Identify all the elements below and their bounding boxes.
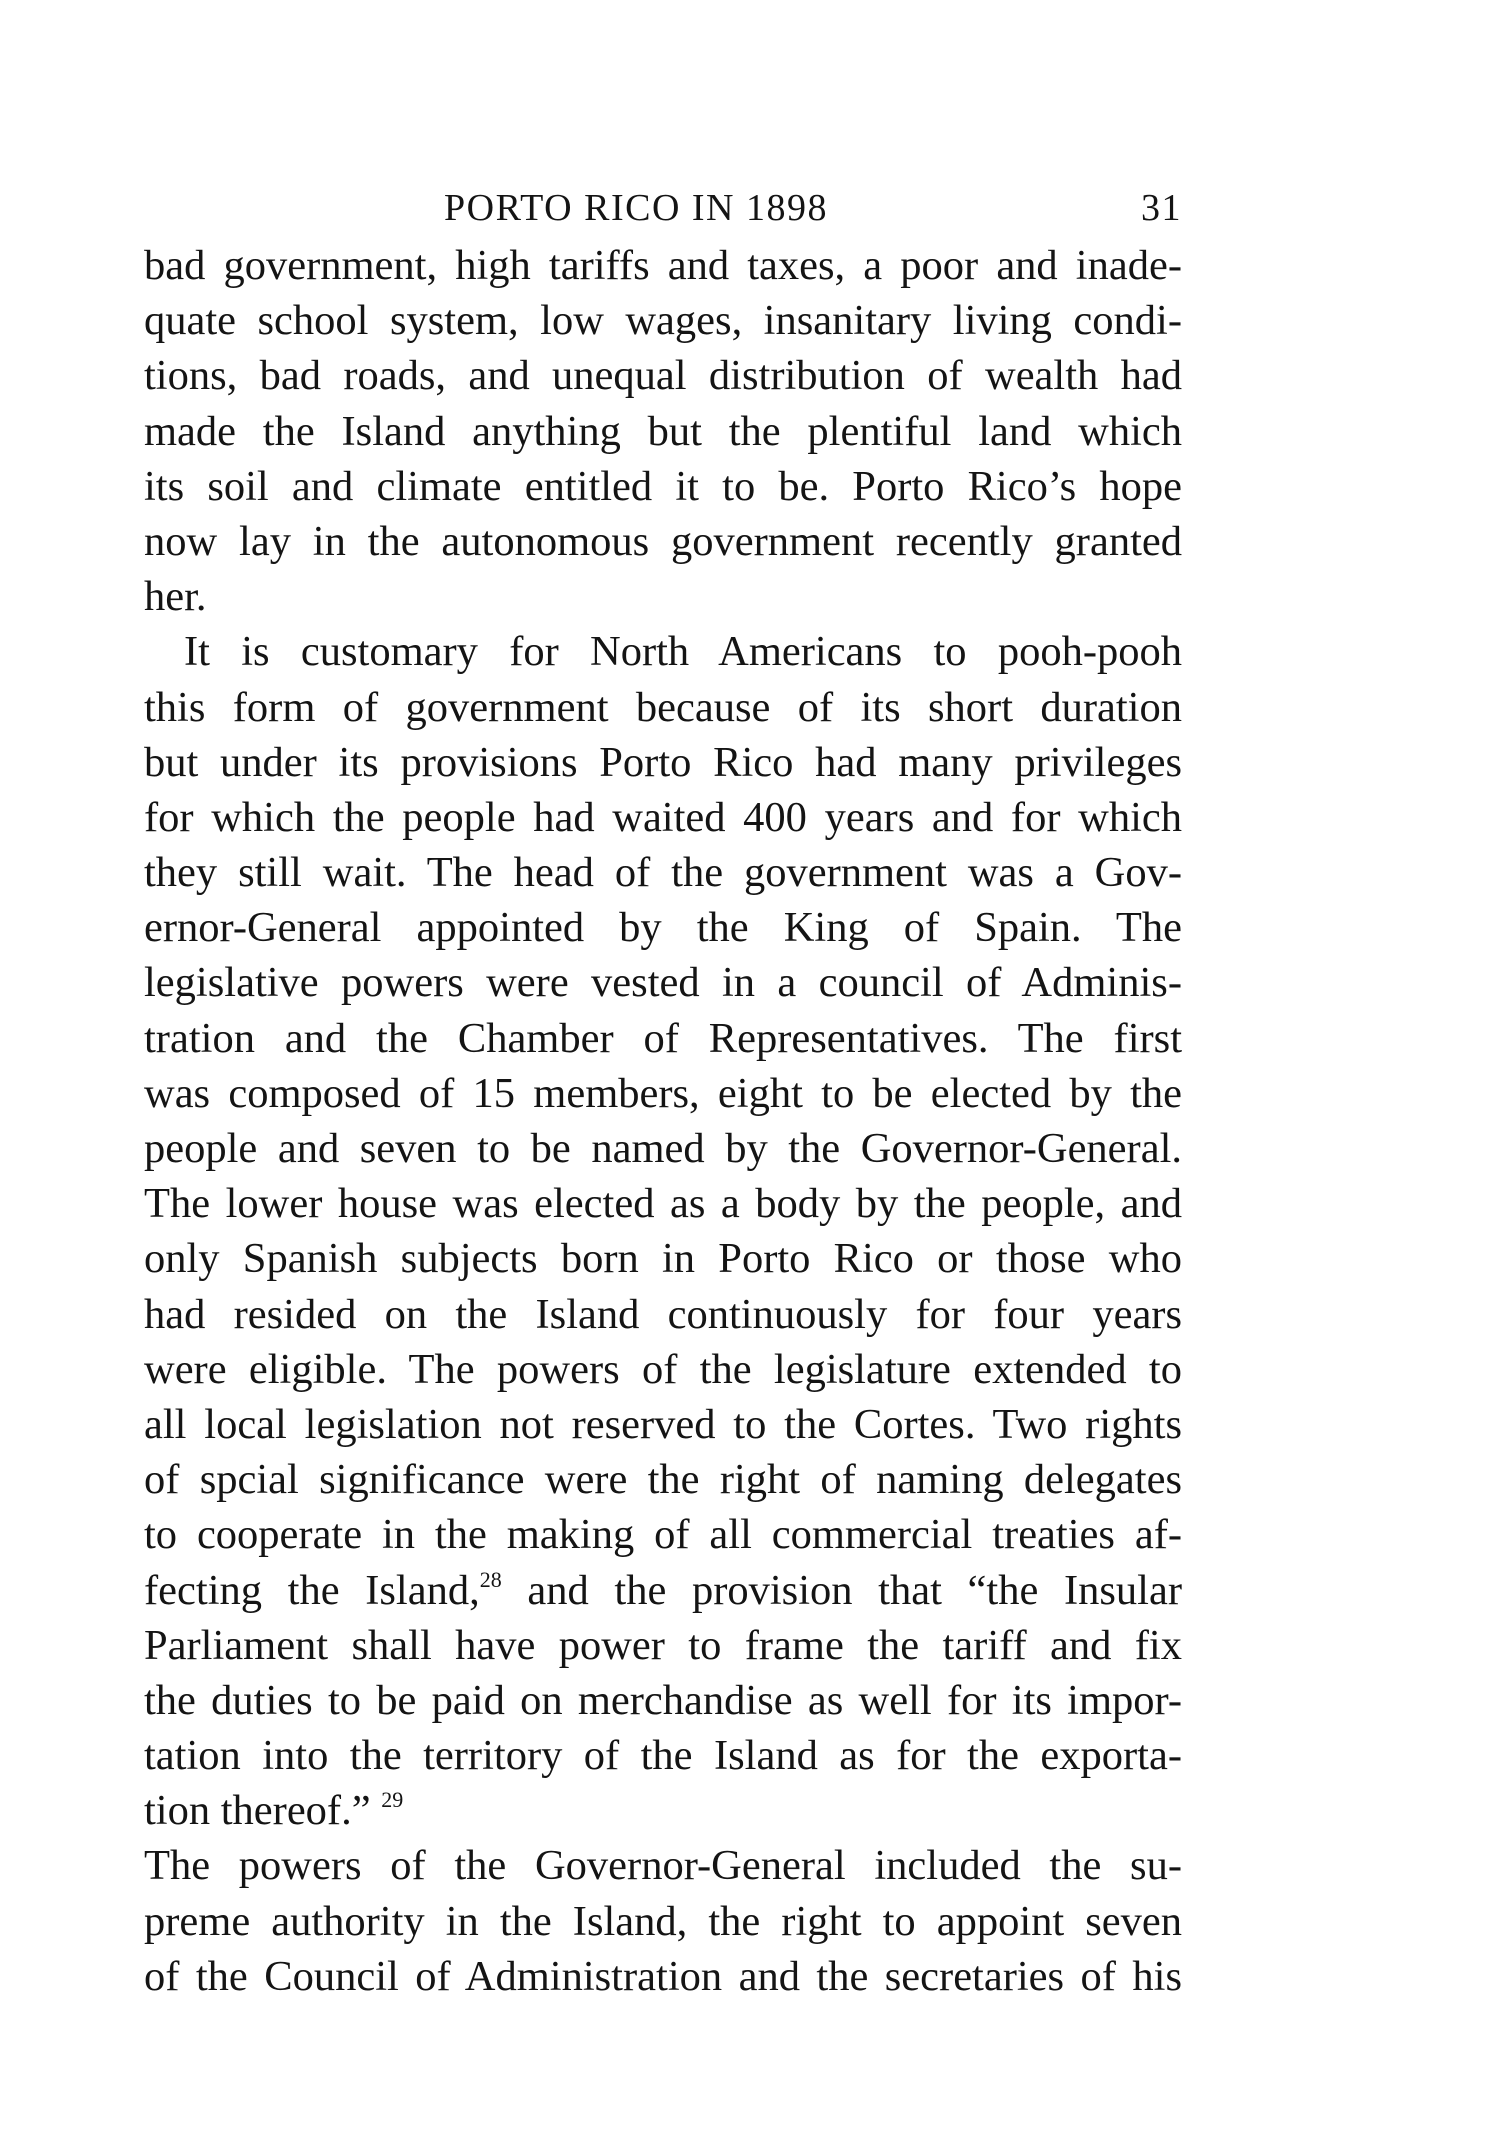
text-line: preme authority in the Island, the right to appoint seven (144, 1897, 1182, 1945)
running-head (144, 178, 1182, 238)
text-line: to cooperate in the making of all commercial treaties af- (144, 1511, 1182, 1559)
footnote-ref-29[interactable]: 29 (381, 1787, 404, 1813)
text-line: only Spanish subjects born in Porto Rico or those who (144, 1235, 1182, 1283)
text-line: bad government, high tariffs and taxes, a poor and inade- (144, 242, 1182, 289)
text-line: The lower house was elected as a body by the people, and (144, 1180, 1182, 1228)
text-fragment: fecting the Island, (144, 1566, 480, 1614)
text-fragment: tion thereof.” (144, 1787, 382, 1835)
paragraph-1 (144, 238, 1182, 624)
paragraph-2 (144, 624, 1182, 1838)
text-line: tation into the territory of the Island as for the exporta- (144, 1732, 1182, 1780)
text-line: for which the people had waited 400 years and for which (144, 793, 1182, 841)
text-line: her. (144, 573, 207, 621)
text-line: ernor-General appointed by the King of Spain. The (144, 904, 1182, 952)
text-line: they still wait. The head of the government was a Gov- (144, 849, 1182, 897)
text-line: The powers of the Governor-General included the su- (144, 1842, 1182, 1890)
running-title: PORTO RICO IN 1898 (444, 187, 828, 229)
text-line: of the Council of Administration and the secretaries of his (144, 1952, 1182, 2000)
text-line: was composed of 15 members, eight to be elected by the (144, 1069, 1182, 1117)
text-line: made the Island anything but the plentiful land which (144, 407, 1182, 455)
body-text (144, 238, 1182, 2004)
text-line: quate school system, low wages, insanitary living condi- (144, 297, 1182, 345)
text-line: had resided on the Island continuously for four years (144, 1290, 1182, 1338)
text-line: of spcial significance were the right of naming delegates (144, 1456, 1182, 1504)
text-line: were eligible. The powers of the legislature extended to (144, 1345, 1182, 1393)
text-line: It is customary for North Americans to pooh-pooh (184, 628, 1182, 676)
text-line: tration and the Chamber of Representatives. The first (144, 1014, 1182, 1062)
text-line-with-footnote (144, 1783, 1182, 1838)
text-line: but under its provisions Porto Rico had many privileges (144, 738, 1182, 786)
text-line: its soil and climate entitled it to be. Porto Rico’s hope (144, 462, 1182, 510)
text-line: the duties to be paid on merchandise as well for its impor- (144, 1676, 1182, 1724)
text-line: legislative powers were vested in a council of Adminis- (144, 959, 1182, 1007)
text-line: Parliament shall have power to frame the tariff and fix (144, 1621, 1182, 1669)
text-fragment: and the provision that “the Insular (501, 1566, 1183, 1614)
text-line: all local legislation not reserved to the Cortes. Two rights (144, 1400, 1182, 1448)
page-number: 31 (1141, 187, 1182, 229)
text-line: tions, bad roads, and unequal distribution of wealth had (144, 352, 1182, 400)
text-line: people and seven to be named by the Governor-General. (144, 1125, 1182, 1172)
footnote-ref-28[interactable]: 28 (479, 1566, 502, 1592)
paragraph-3 (144, 1838, 1182, 2004)
text-line-with-footnote (144, 1563, 1182, 1618)
text-line: this form of government because of its short duration (144, 683, 1182, 731)
text-line: now lay in the autonomous government recently granted (144, 517, 1182, 565)
